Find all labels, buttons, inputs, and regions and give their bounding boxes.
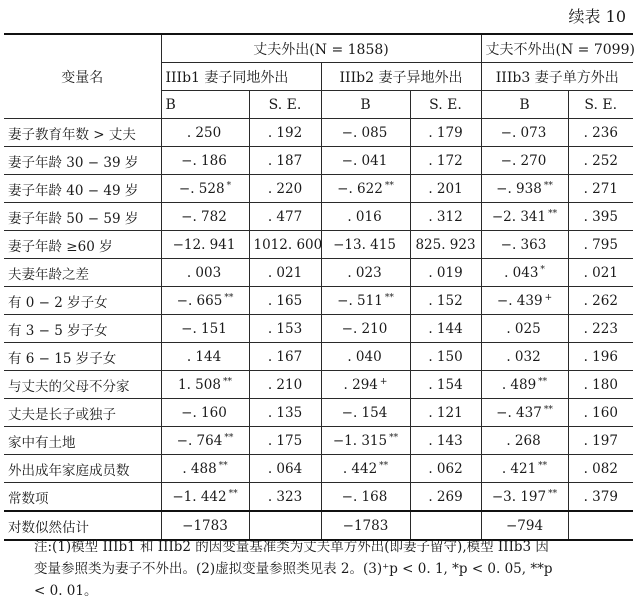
row-label-value: 外出成年家庭成员数 — [8, 462, 130, 479]
m3-se — [568, 399, 633, 427]
m1-b-value: . 488 — [182, 460, 217, 477]
model-header-1: IIIb1 妻子同地外出 — [161, 63, 321, 91]
table-row — [4, 483, 633, 512]
row-label-value: 夫妻年龄之差 — [8, 266, 89, 283]
table-row — [4, 371, 633, 399]
m2-se — [410, 315, 481, 343]
m1-se — [249, 315, 321, 343]
m1-se — [249, 399, 321, 427]
table-row — [4, 175, 633, 203]
m2-se — [410, 119, 481, 147]
m1-se-value: . 165 — [267, 292, 303, 309]
m3-b-value: −2. 341 — [491, 208, 547, 225]
m2-b — [321, 175, 410, 203]
m3-b — [481, 399, 568, 427]
m3-b — [481, 315, 568, 343]
row-label — [4, 203, 161, 231]
m2-b — [321, 119, 410, 147]
m2-b-value: −. 085 — [341, 124, 388, 141]
m3-se-value: . 252 — [583, 152, 618, 169]
m2-se-value: . 172 — [428, 152, 463, 169]
loglik-m3: −794 — [481, 511, 568, 540]
m2-se — [410, 399, 481, 427]
m3-b-value: . 489 — [501, 376, 537, 393]
loglik-m1: −1783 — [161, 511, 249, 540]
row-label-value: 有 0 − 2 岁子女 — [8, 294, 108, 311]
row-label-value: 妻子年龄 30 − 39 岁 — [8, 154, 139, 171]
row-label: 对数似然估计 — [4, 511, 161, 540]
m2-se-value: . 062 — [428, 460, 463, 477]
m1-b-value: 1. 508 — [178, 376, 221, 393]
m1-b — [161, 427, 249, 455]
row-label — [4, 175, 161, 203]
table-row — [4, 203, 633, 231]
m2-se-value: . 201 — [428, 180, 463, 197]
m2-se-value: . 179 — [428, 124, 463, 141]
row-label-value: 妻子年龄 40 − 49 岁 — [8, 182, 139, 199]
m1-se — [249, 175, 321, 203]
variable-column-header: 变量名 — [4, 34, 161, 119]
m3-b — [481, 483, 568, 512]
m1-se-value: . 167 — [267, 348, 303, 365]
note-line: 变量参照类为妻子不外出。(2)虚拟变量参照类见表 2。(3)⁺p < 0. 1, *p < 0. 05, **p — [34, 561, 553, 577]
significance-marker: ** — [543, 180, 553, 191]
significance-marker: ** — [222, 376, 232, 387]
b-header: B — [161, 91, 249, 119]
m3-b — [481, 371, 568, 399]
significance-marker: + — [379, 376, 388, 387]
m1-se-value: . 153 — [267, 320, 303, 337]
m1-b-value: −. 665 — [176, 292, 223, 309]
m1-se — [249, 427, 321, 455]
m1-se-value: . 175 — [267, 432, 303, 449]
row-label-value: 妻子年龄 ≥60 岁 — [8, 238, 113, 255]
m2-b-value: −. 511 — [337, 292, 383, 309]
m1-se-value: . 021 — [267, 264, 303, 281]
m3-se-value: . 395 — [583, 208, 618, 225]
m3-b — [481, 287, 568, 315]
m2-b-value: . 442 — [342, 460, 378, 477]
table-row — [4, 427, 633, 455]
m1-se — [249, 287, 321, 315]
m1-se — [249, 231, 321, 259]
m3-se — [568, 287, 633, 315]
m2-se — [410, 175, 481, 203]
m1-b — [161, 343, 249, 371]
m2-b — [321, 203, 410, 231]
m2-se — [410, 231, 481, 259]
m1-b-value: −. 528 — [178, 180, 225, 197]
significance-marker: ** — [228, 488, 238, 499]
row-label-value: 有 6 − 15 岁子女 — [8, 350, 117, 367]
m1-se — [249, 343, 321, 371]
m2-se — [410, 455, 481, 483]
m3-se-value: . 082 — [583, 460, 618, 477]
row-label-value: 妻子教育年数 > 丈夫 — [8, 126, 136, 143]
significance-marker: * — [540, 264, 545, 275]
table-note — [34, 536, 630, 602]
m1-b — [161, 315, 249, 343]
table-row — [4, 147, 633, 175]
m3-se-value: . 223 — [583, 320, 618, 337]
m2-se — [410, 287, 481, 315]
m3-se — [568, 119, 633, 147]
m3-b — [481, 455, 568, 483]
row-label — [4, 287, 161, 315]
m2-b — [321, 287, 410, 315]
m3-se — [568, 175, 633, 203]
m2-se — [410, 259, 481, 287]
note-line: < 0. 01。 — [34, 583, 98, 599]
m2-b-value: −13. 415 — [333, 236, 396, 253]
m1-b — [161, 175, 249, 203]
m2-b-value: −1. 315 — [332, 432, 388, 449]
row-label — [4, 343, 161, 371]
row-label-value: 常数项 — [8, 490, 49, 507]
m2-se — [410, 483, 481, 512]
row-label-value: 丈夫是长子或独子 — [8, 406, 116, 423]
m1-b-value: −12. 941 — [172, 236, 236, 253]
row-label-value: 与丈夫的父母不分家 — [8, 378, 130, 395]
m3-se — [568, 315, 633, 343]
m1-b — [161, 287, 249, 315]
m1-b — [161, 147, 249, 175]
m1-b — [161, 259, 249, 287]
m1-b-value: −. 186 — [181, 152, 227, 169]
table-row — [4, 399, 633, 427]
row-label — [4, 427, 161, 455]
m3-b — [481, 175, 568, 203]
m3-b — [481, 259, 568, 287]
m2-se — [410, 147, 481, 175]
m3-b-value: . 421 — [501, 460, 537, 477]
regression-table — [4, 33, 633, 541]
m2-se — [410, 203, 481, 231]
m3-b — [481, 231, 568, 259]
m3-se — [568, 147, 633, 175]
m3-se — [568, 455, 633, 483]
significance-marker: ** — [543, 404, 553, 415]
table-row — [4, 287, 633, 315]
significance-marker: ** — [224, 432, 234, 443]
se-header: S. E. — [410, 91, 481, 119]
group-header-husband-not-out: 丈夫不外出(N = 7099) — [481, 34, 633, 63]
m1-se-value: . 187 — [267, 152, 303, 169]
significance-marker: ** — [384, 180, 394, 191]
m1-se-value: . 477 — [267, 208, 303, 225]
m2-b-value: . 023 — [347, 264, 382, 281]
m3-se-value: . 379 — [583, 488, 618, 505]
table-row — [4, 119, 633, 147]
m3-b-value: −. 439 — [496, 292, 543, 309]
m3-se-value: . 180 — [583, 376, 618, 393]
m3-se — [568, 483, 633, 512]
m2-b-value: −. 622 — [337, 180, 383, 197]
model-header-2: IIIb2 妻子异地外出 — [321, 63, 481, 91]
row-label — [4, 399, 161, 427]
m2-b-value: −. 154 — [341, 404, 388, 421]
m2-se-value: . 152 — [428, 292, 463, 309]
note-line: 注:(1)模型 IIIb1 和 IIIb2 的因变量基准类为丈夫单方外出(即妻子留守),模型 IIIb3 因 — [34, 539, 549, 555]
se-header: S. E. — [249, 91, 321, 119]
m2-b — [321, 371, 410, 399]
row-label-value: 家中有土地 — [8, 434, 76, 451]
m3-se-value: . 160 — [583, 404, 618, 421]
loglik-m2: −1783 — [321, 511, 410, 540]
m2-b-value: . 294 — [343, 376, 378, 393]
significance-marker: ** — [538, 376, 548, 387]
m2-b-value: . 040 — [347, 348, 382, 365]
row-label-value: 有 3 − 5 岁子女 — [8, 322, 108, 339]
m3-b-value: −. 073 — [500, 124, 547, 141]
m3-b — [481, 343, 568, 371]
m1-b-value: . 250 — [186, 124, 222, 141]
m2-b — [321, 483, 410, 512]
m2-b — [321, 147, 410, 175]
m3-b-value: . 025 — [506, 320, 541, 337]
m2-b-value: −. 041 — [341, 152, 388, 169]
m2-se — [410, 427, 481, 455]
m3-se-value: . 795 — [583, 236, 618, 253]
m2-se — [410, 371, 481, 399]
m3-se — [568, 371, 633, 399]
m2-b-value: −. 168 — [341, 488, 388, 505]
model-header-3: IIIb3 妻子单方外出 — [481, 63, 633, 91]
m1-b-value: . 003 — [186, 264, 222, 281]
m2-b — [321, 399, 410, 427]
row-label — [4, 147, 161, 175]
m2-se-value: . 143 — [428, 432, 463, 449]
b-header: B — [481, 91, 568, 119]
m1-se-value: . 210 — [267, 376, 303, 393]
m1-se-value: . 064 — [267, 460, 303, 477]
significance-marker: ** — [224, 292, 234, 303]
m2-se-value: . 269 — [428, 488, 463, 505]
m3-b-value: −. 938 — [496, 180, 542, 197]
table-row — [4, 343, 633, 371]
group-header-husband-out: 丈夫外出(N = 1858) — [161, 34, 481, 63]
m1-b — [161, 371, 249, 399]
row-label — [4, 371, 161, 399]
m1-b — [161, 399, 249, 427]
m3-se — [568, 343, 633, 371]
row-label — [4, 231, 161, 259]
m3-b-value: −. 270 — [500, 152, 547, 169]
significance-marker: * — [226, 180, 232, 191]
m1-se-value: 1012. 600 — [253, 236, 323, 253]
significance-marker: ** — [389, 432, 399, 443]
m3-b — [481, 119, 568, 147]
m3-b-value: . 043 — [504, 264, 539, 281]
row-label — [4, 455, 161, 483]
m1-b-value: −. 151 — [181, 320, 227, 337]
m1-b — [161, 203, 249, 231]
b-header: B — [321, 91, 410, 119]
m2-se — [410, 343, 481, 371]
m1-se-value: . 135 — [267, 404, 303, 421]
m1-b — [161, 119, 249, 147]
m2-b — [321, 427, 410, 455]
m3-se — [568, 427, 633, 455]
m3-b — [481, 203, 568, 231]
m2-se-value: . 312 — [428, 208, 463, 225]
m1-se-value: . 220 — [267, 180, 303, 197]
row-label — [4, 259, 161, 287]
m3-se-value: . 021 — [583, 264, 618, 281]
m3-se-value: . 196 — [583, 348, 618, 365]
m2-b — [321, 455, 410, 483]
m1-b-value: −. 160 — [181, 404, 227, 421]
row-label — [4, 483, 161, 512]
m2-b-value: . 016 — [347, 208, 382, 225]
table-row — [4, 231, 633, 259]
significance-marker: + — [544, 292, 553, 303]
m1-se — [249, 203, 321, 231]
m3-b — [481, 147, 568, 175]
m3-se — [568, 259, 633, 287]
m1-se — [249, 371, 321, 399]
m2-se-value: . 144 — [428, 320, 463, 337]
header-row-groups — [4, 34, 633, 63]
m3-se-value: . 197 — [583, 432, 618, 449]
row-label — [4, 315, 161, 343]
m2-b — [321, 259, 410, 287]
significance-marker: ** — [548, 488, 558, 499]
m3-se — [568, 203, 633, 231]
m3-se-value: . 262 — [583, 292, 618, 309]
m3-b-value: −. 363 — [500, 236, 547, 253]
m2-se-value: . 154 — [428, 376, 463, 393]
m2-se-value: . 019 — [428, 264, 463, 281]
m1-se — [249, 483, 321, 512]
m2-b — [321, 343, 410, 371]
m2-b — [321, 231, 410, 259]
m2-b-value: −. 210 — [341, 320, 388, 337]
table-row — [4, 259, 633, 287]
m1-se-value: . 323 — [267, 488, 303, 505]
m3-b-value: −3. 197 — [491, 488, 547, 505]
m2-se-value: 825. 923 — [415, 236, 476, 253]
m1-b-value: −. 782 — [181, 208, 227, 225]
m1-b-value: −1. 442 — [172, 488, 227, 505]
m3-se-value: . 236 — [583, 124, 618, 141]
m3-b-value: . 268 — [506, 432, 541, 449]
row-label — [4, 119, 161, 147]
m2-se-value: . 150 — [428, 348, 463, 365]
m3-b-value: . 032 — [506, 348, 541, 365]
significance-marker: ** — [218, 460, 228, 471]
m3-b-value: −. 437 — [496, 404, 542, 421]
m3-se — [568, 231, 633, 259]
se-header: S. E. — [568, 91, 633, 119]
m1-b — [161, 483, 249, 512]
m3-b — [481, 427, 568, 455]
significance-marker: ** — [384, 292, 394, 303]
m1-b — [161, 455, 249, 483]
m1-b-value: . 144 — [186, 348, 222, 365]
m2-se-value: . 121 — [428, 404, 463, 421]
significance-marker: ** — [379, 460, 389, 471]
m2-b — [321, 315, 410, 343]
m1-se — [249, 455, 321, 483]
m1-se — [249, 147, 321, 175]
m3-se-value: . 271 — [583, 180, 618, 197]
m1-se — [249, 259, 321, 287]
significance-marker: ** — [548, 208, 558, 219]
row-label-value: 妻子年龄 50 − 59 岁 — [8, 210, 139, 227]
table-row — [4, 315, 633, 343]
m1-b — [161, 231, 249, 259]
significance-marker: ** — [538, 460, 548, 471]
m1-se-value: . 192 — [267, 124, 303, 141]
m1-se — [249, 119, 321, 147]
table-row — [4, 455, 633, 483]
table-caption: 续表 10 — [568, 7, 626, 26]
m1-b-value: −. 764 — [176, 432, 223, 449]
